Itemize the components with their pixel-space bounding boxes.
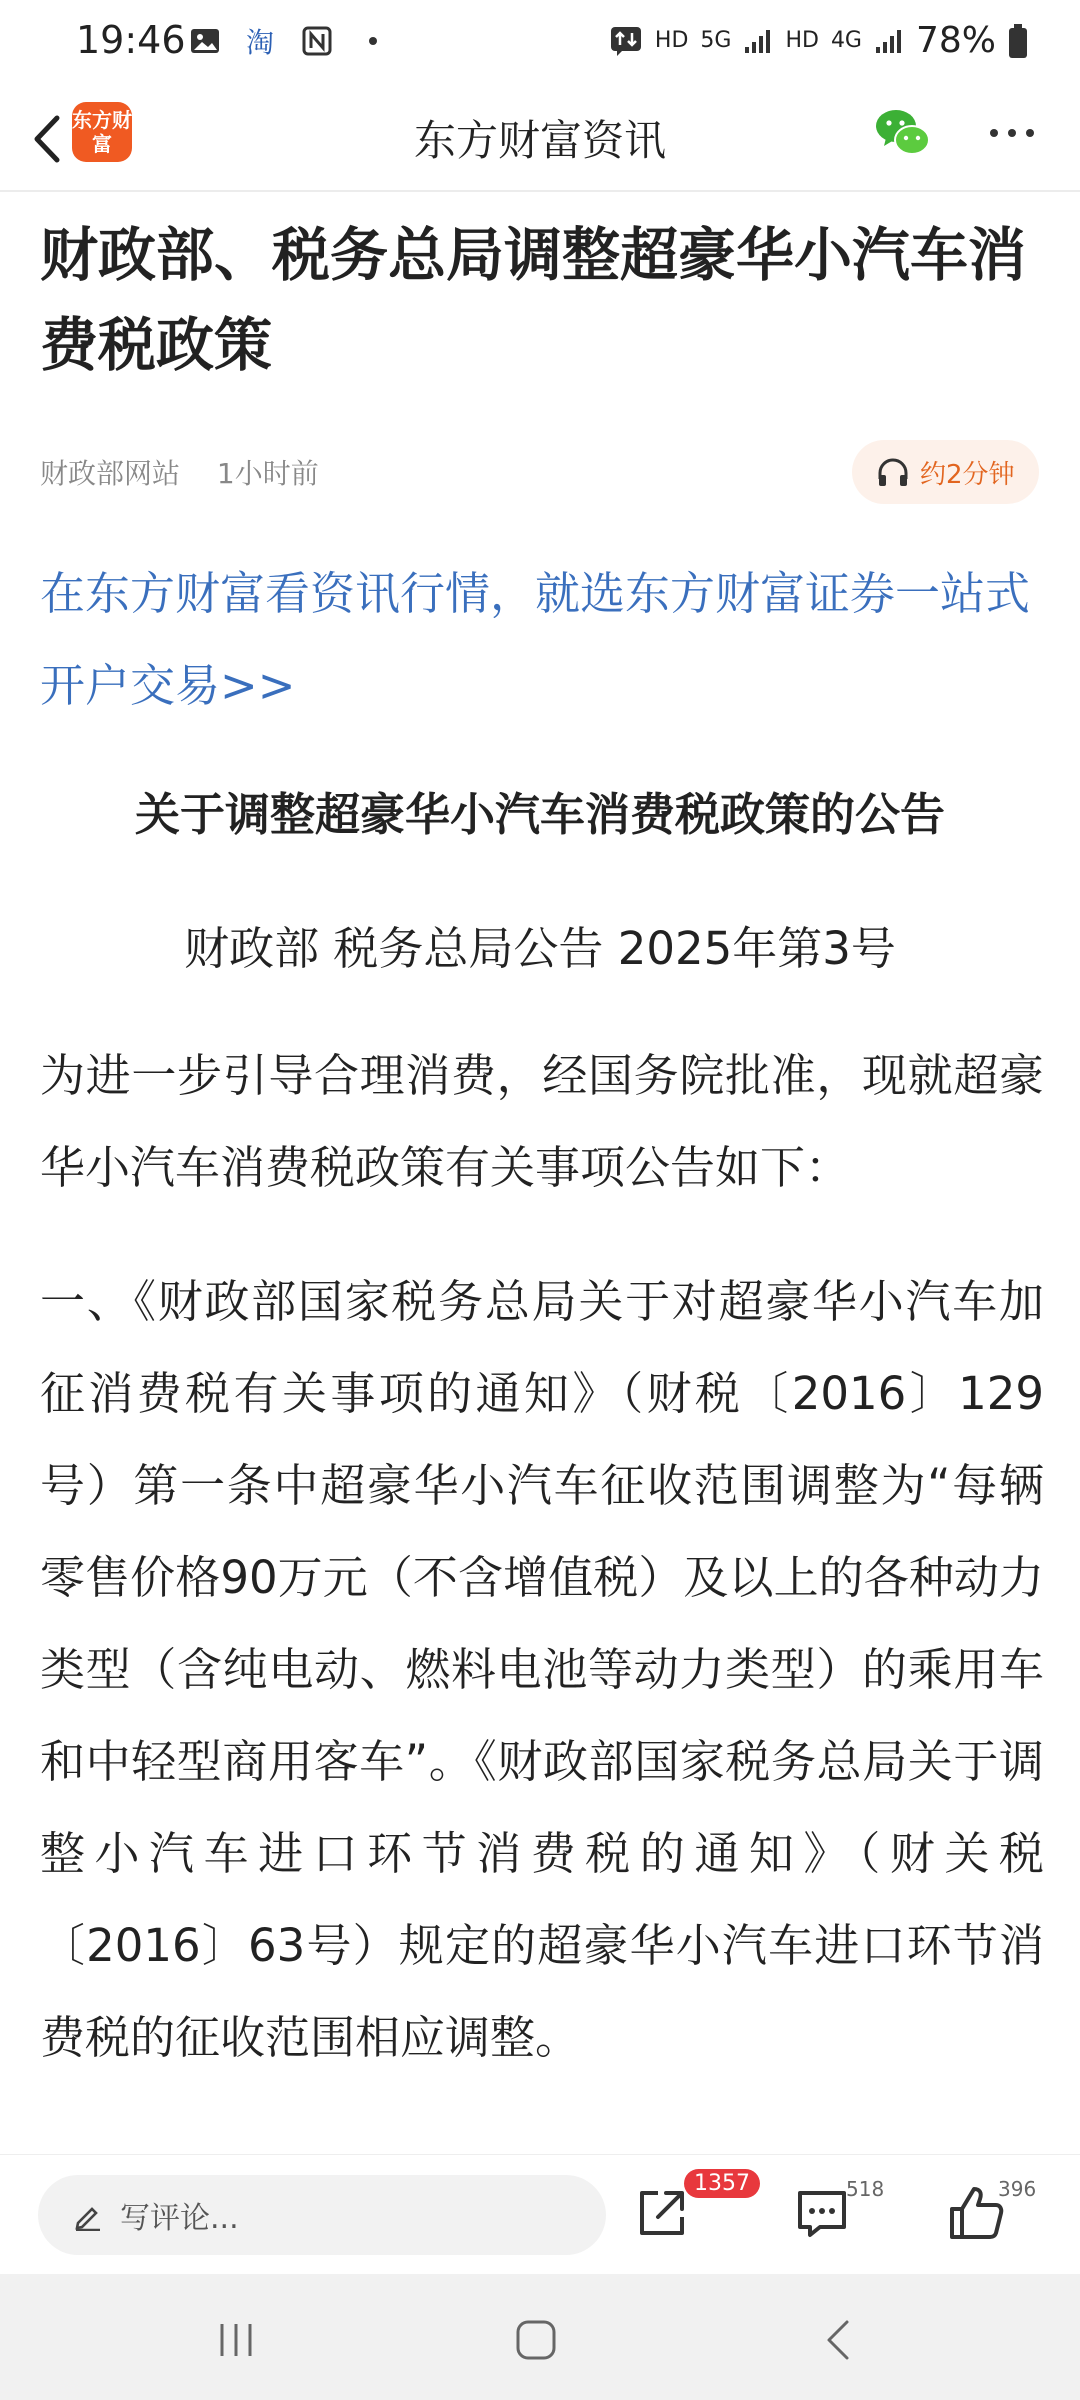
gallery-icon xyxy=(188,24,222,58)
signal-icon-2 xyxy=(874,27,904,55)
article-meta xyxy=(40,452,319,492)
battery-level: 78% xyxy=(915,20,996,61)
header-title: 东方财富资讯 xyxy=(413,116,666,165)
network-label-3: HD xyxy=(785,28,819,53)
more-dot xyxy=(1026,129,1034,137)
network-label-2: 5G xyxy=(700,28,732,53)
signal-icon xyxy=(743,27,773,55)
status-time: 19:46 xyxy=(76,18,186,62)
comment-count: 518 xyxy=(846,2177,885,2201)
status-bar xyxy=(0,0,1080,88)
comment-placeholder: 写评论... xyxy=(120,2201,239,2236)
taobao-icon xyxy=(244,24,278,58)
notification-icons xyxy=(188,24,390,58)
system-nav-bar xyxy=(0,2274,1080,2400)
pencil-icon xyxy=(72,2199,104,2231)
article-paragraph: 为进一步引导合理消费，经国务院批准，现就超豪华小汽车消费税政策有关事项公告如下： xyxy=(40,1049,1044,1194)
notice-subtitle: 财政部 税务总局公告 2025年第3号 xyxy=(184,922,896,975)
article-paragraph: 一、《财政部国家税务总局关于对超豪华小汽车加征消费税有关事项的通知》（财税〔2016〕129号）第一条中超豪华小汽车征收范围调整为“每辆零售价格90万元（不含增值税）及以上的各种动力类型（含纯电动、燃料电池等动力类型）的乘用车和中轻型商用客车”。《财政部国家税务总局关于调整小汽车进口环节消费税的通知》（财关税〔2016〕63号）规定的超豪华小汽车进口环节消费税的征收范围相应调整。 xyxy=(40,1275,1044,2064)
home-button[interactable] xyxy=(506,2314,566,2366)
promo-link[interactable]: 在东方财富看资讯行情，就选东方财富证券一站式开户交易>> xyxy=(40,567,1031,712)
like-count: 396 xyxy=(998,2177,1037,2201)
data-transfer-icon xyxy=(609,25,643,57)
headphones-icon xyxy=(876,457,910,487)
svg-text:淘: 淘 xyxy=(246,26,275,58)
battery-icon xyxy=(1008,23,1028,59)
comment-icon[interactable] xyxy=(790,2181,854,2245)
nav-back-icon xyxy=(823,2318,853,2362)
status-right xyxy=(609,20,1028,61)
more-button[interactable] xyxy=(980,108,1044,158)
article-source[interactable]: 财政部网站 xyxy=(40,457,181,490)
app-logo[interactable]: 东方财富 xyxy=(72,102,132,162)
share-count-badge: 1357 xyxy=(684,2169,760,2198)
share-icon[interactable] xyxy=(630,2181,694,2245)
notice-title: 关于调整超豪华小汽车消费税政策的公告 xyxy=(134,788,945,841)
network-label-4: 4G xyxy=(830,28,862,53)
dot-icon xyxy=(356,24,390,58)
recents-button[interactable] xyxy=(206,2314,266,2366)
home-icon xyxy=(514,2318,558,2362)
article-title: 财政部、税务总局调整超豪华小汽车消费税政策 xyxy=(40,221,1027,379)
action-bar xyxy=(0,2154,1080,2275)
more-icon xyxy=(990,129,998,137)
nfc-icon xyxy=(300,24,334,58)
wechat-icon[interactable] xyxy=(872,102,934,164)
recents-icon xyxy=(214,2320,258,2360)
app-header xyxy=(0,88,1080,192)
comment-input[interactable] xyxy=(38,2175,606,2255)
listen-button[interactable] xyxy=(852,440,1039,504)
read-time-label: 约2分钟 xyxy=(920,459,1015,490)
nav-back-button[interactable] xyxy=(808,2314,868,2366)
more-dot xyxy=(1008,129,1016,137)
article-time: 1小时前 xyxy=(216,457,319,490)
network-label-1: HD xyxy=(654,28,689,53)
